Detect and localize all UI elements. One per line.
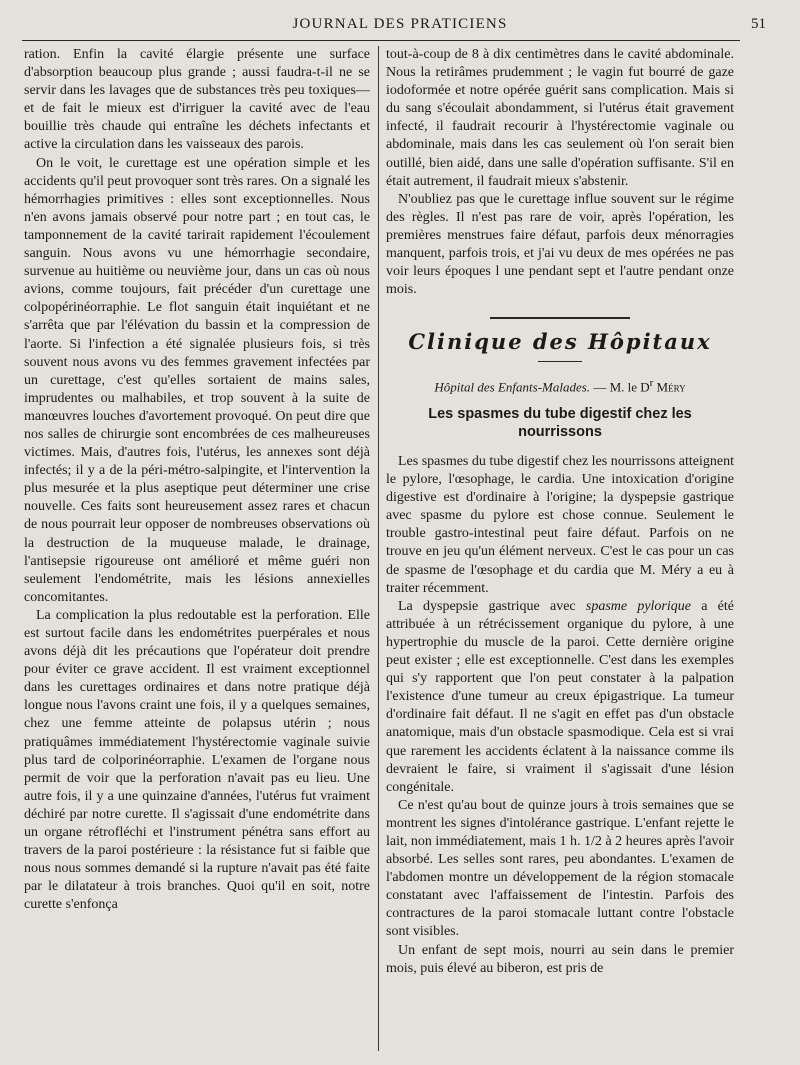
text-run: La dyspepsie gastrique avec: [398, 598, 586, 614]
emphasis: spasme pylorique: [585, 598, 691, 614]
section-title: Clinique des Hôpitaux: [408, 329, 712, 355]
section-rule: [490, 317, 630, 319]
hospital-name: Hôpital des Enfants-Malades.: [434, 379, 591, 395]
article-title: Les spasmes du tube digestif chez les nourrissons: [428, 405, 692, 440]
author-sup: r: [649, 377, 654, 390]
paragraph: [386, 598, 734, 797]
author-prefix: — M. le D: [593, 379, 650, 395]
running-title: JOURNAL DES PRATICIENS: [292, 16, 508, 32]
section-subrule: [538, 361, 582, 362]
right-column: [386, 46, 734, 1056]
paragraph: Ce n'est qu'au bout de quinze jours à trois semaines que se montrent les signes d'intolérance gastrique. L'enfant rejette le lait, non immédiatement, mais 1 h. 1/2 à 2 heures après l'avoir absorbé. Les selles sont rares, peu abondantes. L'examen de l'abdomen montre un développement de la région stomacale constatant avec l'affaissement de l'intestin. Parfois des contractures de la paroi stomacale luttant contre l'obstacle sont visibles.: [386, 797, 734, 940]
left-column: [24, 46, 370, 1056]
paragraph: N'oubliez pas que le curettage influe souvent sur le régime des règles. Il n'est pas rare de voir, après l'opération, les premières menstrues faire défaut, parfois deux ménorragies manquent, parfois trois, et j'ai vu deux de mes opérées ne pas voir leurs époques l une pendant sept et l'autre pendant onze mois.: [386, 191, 734, 298]
page-header: [24, 12, 776, 38]
column-divider: [378, 46, 379, 1051]
paragraph: On le voit, le curettage est une opération simple et les accidents qu'il peut provoquer sont très rares. On a signalé les hémorrhagies primitives : elles sont exceptionnelles. Nous n'en avons jamais observé pour notre part ; en tout cas, le tamponnement de la cavité tarirait rapidement l'écoulement sanguin. Nous avons vu une hémorrhagie secondaire, survenue au huitième ou neuvième jour, dans un cas où nous avions, comme toujours, fait précéder d'un curettage une colpopérinéorraphie. Le flot sanguin était inquiétant et ne s'arrêta que par l'élévation du bassin et la compression de l'aorte. Si l'infection a été signalée plusieurs fois, si très souvent nous avons vu des femmes gravement infectées par un curettage, c'est qu'elles sortaient de mains sales, imprudentes ou malhabiles, et trop souvent à la suite de manœuvres louches d'avortement provoqué. On peut dire que nos salles de chirurgie sont encombrées de ces malheureuses victimes. Mais, d'autres fois, l'utérus, les annexes sont déjà infectés; il y a de la péri-métro-salpingite, et l'intervention la plus mesurée et la plus aseptique peut déterminer une crise nouvelle. Ces faits sont heureusement assez rares et chacun de nous pourrait leur opposer de nombreuses observations où la destruction de la muqueuse malade, le drainage, l'antisepsie rigoureuse ont amélioré et même guéri non seulement l'endométrite, mais les lésions annexielles concomitantes.: [24, 155, 370, 605]
paragraph: La complication la plus redoutable est la perforation. Elle est surtout facile dans les endométrites puerpérales et nous avons déjà dit les précautions que l'opérateur doit prendre pour éviter ce grave accident. Il est vraiment exceptionnel dans les curettages ordinaires et dans notre pratique déjà longue nous l'avons craint une fois, il y a quelques semaines, chez une femme atteinte de polapsus utérin ; nous pratiquâmes immédiatement l'hystérectomie vaginale suivie plus tard de colporinéorraphie. L'examen de l'organe nous permit de voir que la perforation n'avait pas eu lieu. Une autre fois, il y a une quinzaine d'années, l'utérus fut vraiment déchiré par notre curette. Il s'agissait d'une endométrite dans un organe rétrofléchi et l'instrument pénétra sans effort au travers de la paroi postérieure : la résistance fut si faible que nous nous sommes demandé si la rupture n'avait pas été faite par le dilatateur à trois branches. Quoi qu'il en soit, notre curette s'enfonça: [24, 607, 370, 913]
paragraph: ration. Enfin la cavité élargie présente une surface d'absorption beaucoup plus grande ; aussi faudra-t-il ne se servir dans les lavages que de substances très peu toxiques—et de fait le mieux est d'irriguer la cavité avec de l'eau bouillie très chaude qui entraîne les déchets infectants et active la circulation dans les vaisseaux des parois.: [24, 47, 370, 153]
author-name: Méry: [656, 379, 686, 395]
hospital-line: [386, 374, 734, 396]
header-rule: [22, 40, 740, 41]
paragraph: Les spasmes du tube digestif chez les nourrissons atteignent le pylore, l'œsophage, le cardia. Une intoxication d'origine digestive est d'ordinaire à l'origine; la dyspepsie gastrique avec spasme du pylore est chose connue. Seulement le trouble gastro-intestinal peut faire défaut. Parfois on ne trouve en jeu qu'un élément nerveux. C'est le cas pour un cas de spasme de l'œsophage et du cardia que M. Méry a eu à traiter récemment.: [386, 454, 734, 596]
text-run: a été attribuée à un rétrécissement organique du pylore, à une hypertrophie du muscle de la paroi. Cette dernière origine peut exister ; elle est exceptionnelle. C'est dans les exemples qui s'y rapportent que l'on peut constater à la palpation l'existence d'une tumeur au creux épigastrique. La tumeur d'ordinaire fait défaut. Il ne s'agit en effet pas d'un obstacle anatomique, mais d'un obstacle spasmodique. Cela est si vrai que rarement les accidents éclatent à la naissance comme ils devraient le faire, si vraiment il s'agissait d'une lésion congénitale.: [386, 598, 734, 795]
paragraph: Un enfant de sept mois, nourri au sein dans le premier mois, puis élevé au biberon, est pris de: [386, 942, 734, 976]
page-number: 51: [751, 16, 766, 32]
paragraph: tout-à-coup de 8 à dix centimètres dans le cavité abdominale. Nous la retirâmes prudemment ; le vagin fut bourré de gaze iodoformée et notre opérée guérit sans complication. Mais si du sang s'écoulait abondamment, si l'utérus était gravement infecté, il faudrait recourir à l'hystérectomie vaginale ou abdominale, mais dans les cas seulement où l'on serait bien outillé, bien aidé, dans une salle d'opération suffisante. S'il en était autrement, il faudrait mieux s'abstenir.: [386, 47, 734, 189]
